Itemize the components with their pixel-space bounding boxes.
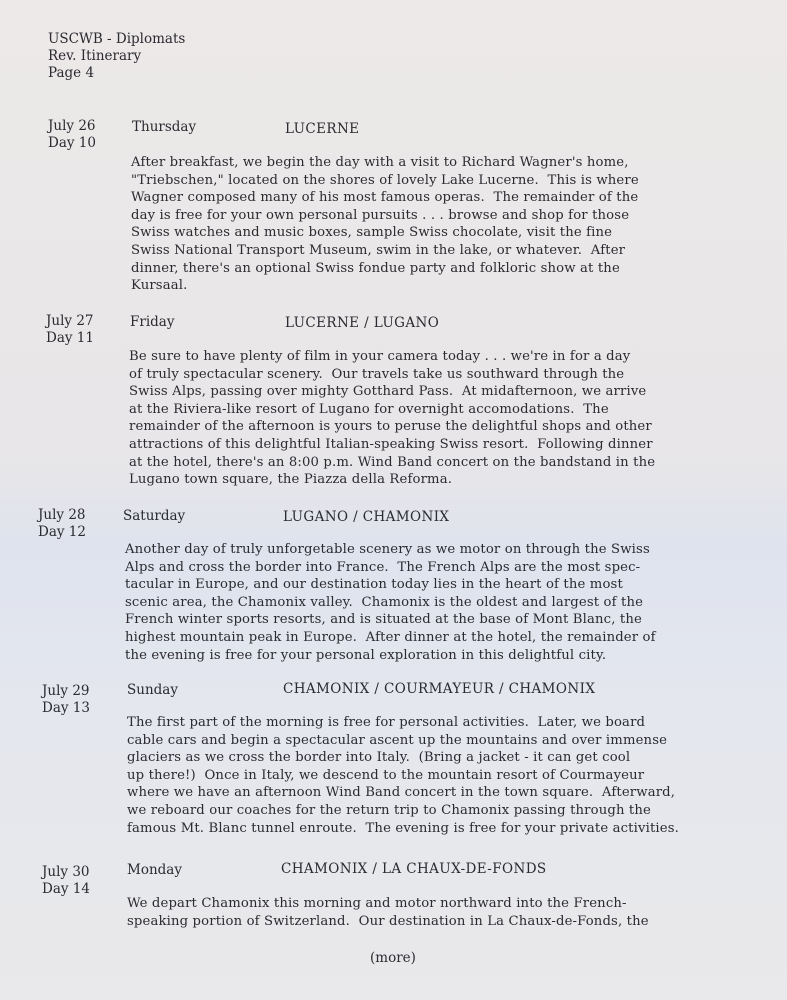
entry-location: LUCERNE bbox=[285, 121, 360, 137]
entry-date: July 29 bbox=[42, 683, 90, 699]
entry-date-block bbox=[48, 118, 96, 152]
entry-location: CHAMONIX / COURMAYEUR / CHAMONIX bbox=[283, 681, 596, 697]
entry-day: Day 12 bbox=[38, 524, 86, 540]
header-document-title: Rev. Itinerary bbox=[48, 48, 142, 64]
header-organization: USCWB - Diplomats bbox=[48, 31, 186, 47]
entry-weekday: Monday bbox=[127, 862, 182, 878]
document-header bbox=[48, 31, 185, 82]
entry-weekday: Sunday bbox=[127, 682, 178, 698]
entry-description: Another day of truly unforgetable scenery as we motor on through the Swiss Alps and cross the border into France. The French Alps are the most spec- tacular in Europe, and our destination today lies in the heart of the most scenic area, the Chamonix valley. Chamonix is the oldest and largest of the French winter sports resorts, and is situated at the base of Mont Blanc, the highest mountain peak in Europe. After dinner at the hotel, the remainder of the evening is free for your personal exploration in this delightful city. bbox=[125, 542, 656, 663]
entry-day: Day 14 bbox=[42, 881, 90, 897]
entry-location: LUGANO / CHAMONIX bbox=[283, 509, 450, 525]
entry-location: CHAMONIX / LA CHAUX-DE-FONDS bbox=[281, 861, 547, 877]
entry-date-block bbox=[46, 313, 94, 347]
entry-date: July 27 bbox=[46, 313, 94, 329]
entry-date: July 26 bbox=[48, 118, 96, 134]
entry-date-block bbox=[42, 864, 90, 898]
entry-date: July 30 bbox=[42, 864, 90, 880]
entry-description: We depart Chamonix this morning and motor northward into the French- speaking portion of Switzerland. Our destination in La Chaux-de-Fonds, the bbox=[127, 896, 649, 929]
continued-indicator: (more) bbox=[370, 950, 416, 966]
entry-day: Day 13 bbox=[42, 700, 90, 716]
entry-day: Day 10 bbox=[48, 135, 96, 151]
entry-weekday: Thursday bbox=[132, 119, 197, 135]
entry-date-block bbox=[38, 507, 86, 541]
entry-description: The first part of the morning is free for personal activities. Later, we board cable cars and begin a spectacular ascent up the mountains and over immense glaciers as we cross the border into Italy. (Bring a jacket - it can get cool up there!) Once in Italy, we descend to the mountain resort of Courmayeur where we have an afternoon Wind Band concert in the town square. Afterward, we reboard our coaches for the return trip to Chamonix passing through the famous Mt. Blanc tunnel enroute. The evening is free for your private activities. bbox=[127, 715, 680, 836]
entry-location: LUCERNE / LUGANO bbox=[285, 315, 440, 331]
entry-date-block bbox=[42, 683, 90, 717]
entry-description: After breakfast, we begin the day with a visit to Richard Wagner's home, "Triebschen," located on the shores of lovely Lake Lucerne. This is where Wagner composed many of his most famous operas. The remainder of the day is free for your own personal pursuits . . . browse and shop for those Swiss watches and music boxes, sample Swiss chocolate, visit the fine Swiss National Transport Museum, swim in the lake, or whatever. After dinner, there's an optional Swiss fondue party and folkloric show at the Kursaal. bbox=[131, 155, 639, 294]
entry-description: Be sure to have plenty of film in your camera today . . . we're in for a day of truly spectacular scenery. Our travels take us southward through the Swiss Alps, passing over mighty Gotthard Pass. At midafternoon, we arrive at the Riviera-like resort of Lugano for overnight accomodations. The remainder of the afternoon is yours to peruse the delightful shops and other attractions of this delightful Italian-speaking Swiss resort. Following dinner at the hotel, there's an 8:00 p.m. Wind Band concert on the bandstand in the Lugano town square, the Piazza della Reforma. bbox=[129, 349, 656, 488]
entry-weekday: Saturday bbox=[123, 508, 186, 524]
entry-weekday: Friday bbox=[130, 314, 175, 330]
entry-day: Day 11 bbox=[46, 330, 94, 346]
header-page-number: Page 4 bbox=[48, 65, 95, 81]
entry-date: July 28 bbox=[38, 507, 86, 523]
